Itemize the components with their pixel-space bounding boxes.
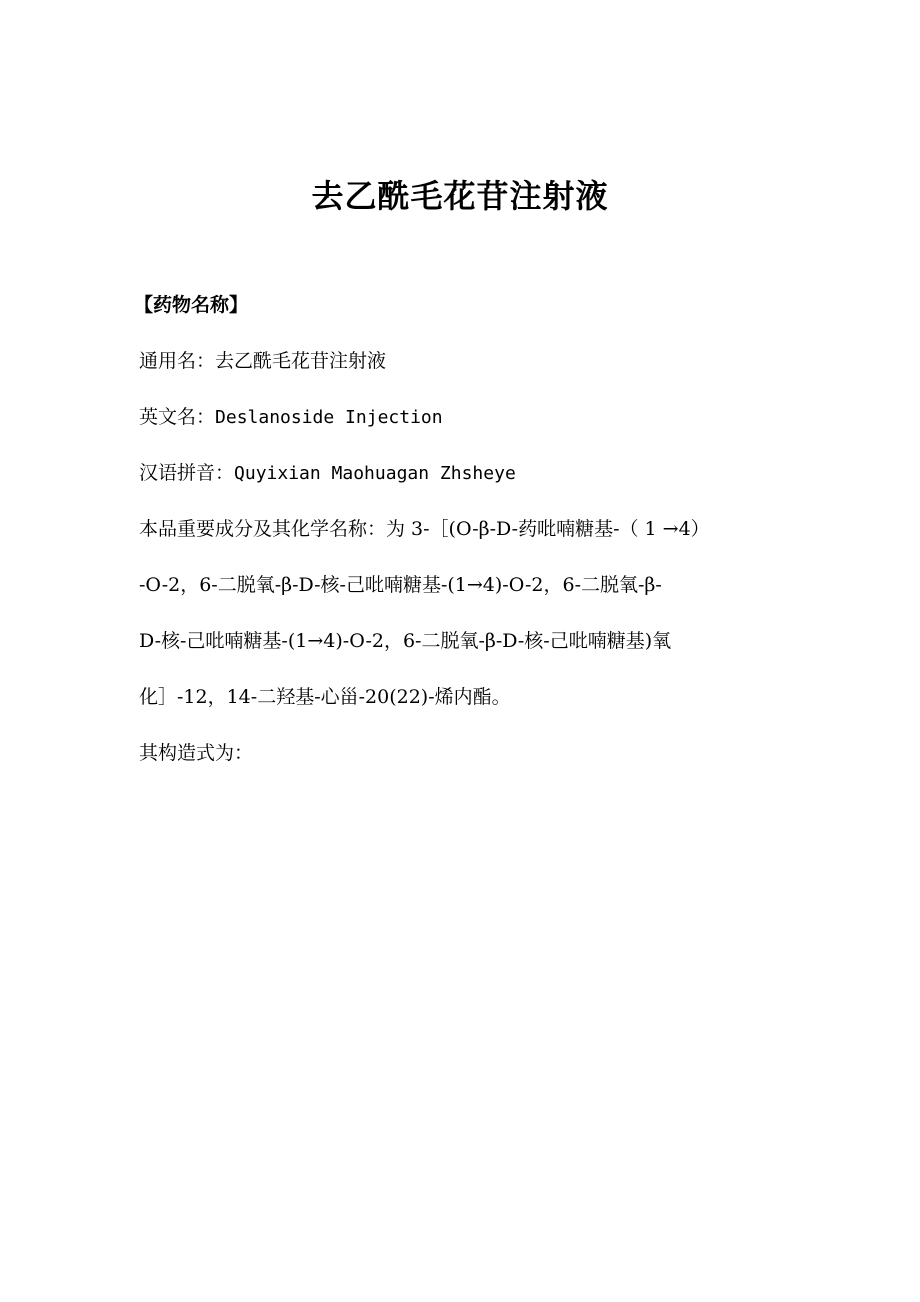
chemical-name-line-4: 化］-12，14-二羟基-心甾-20(22)-烯内酯。: [139, 686, 511, 708]
pinyin-line: [139, 458, 516, 489]
english-name-label: 英文名：: [139, 406, 216, 428]
english-name-line: [139, 402, 443, 433]
generic-name-value: 去乙酰毛花苷注射液: [215, 350, 387, 372]
generic-name-line: [139, 346, 386, 376]
pinyin-value: Quyixian Maohuagan Zhsheye: [234, 463, 516, 484]
section-heading-drug-name: 【药物名称】: [134, 294, 249, 316]
chemical-name-line-2: -O-2，6-二脱氧-β-D-核-己吡喃糖基-(1→4)-O-2，6-二脱氧-β-: [139, 574, 662, 596]
english-name-value: Deslanoside Injection: [215, 407, 443, 428]
chemical-name-line-1: 本品重要成分及其化学名称：为 3-［(O-β-D-药吡喃糖基-（ 1 →4）: [139, 518, 710, 540]
chemical-name-line-3: D-核-己吡喃糖基-(1→4)-O-2，6-二脱氧-β-D-核-己吡喃糖基)氧: [139, 630, 672, 652]
document-title: 去乙酰毛花苷注射液: [311, 177, 609, 215]
structure-formula-label: 其构造式为：: [139, 742, 254, 764]
pinyin-label: 汉语拼音：: [139, 462, 235, 484]
generic-name-label: 通用名：: [139, 350, 216, 372]
